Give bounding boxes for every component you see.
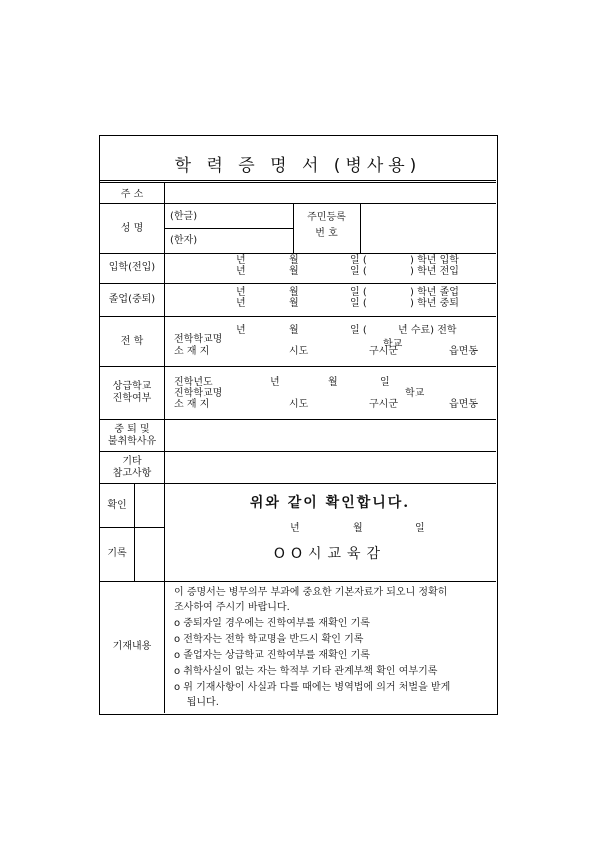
dropout-day-unit: 일 ( xyxy=(350,298,367,309)
instruction-item: o 졸업자는 상급학교 진학여부를 재확인 기록 xyxy=(174,650,370,661)
instructions-intro-line-2: 조사하여 주시기 바랍니다. xyxy=(174,602,290,613)
rrn-label-1: 주민등록 xyxy=(307,212,346,223)
graduation-year-unit: 년 xyxy=(236,287,246,298)
row-divider xyxy=(100,283,496,284)
row-divider xyxy=(100,451,496,452)
admission-day-unit: 일 ( xyxy=(350,255,367,266)
row-divider xyxy=(100,419,496,420)
instruction-item: 됩니다. xyxy=(174,697,219,708)
admission-month-unit: 월 xyxy=(289,255,299,266)
remarks-label-1: 기타 xyxy=(122,456,142,467)
form-title: 학 력 증 명 서 (병사용) xyxy=(174,156,422,176)
graduation-label: 졸업(중퇴) xyxy=(108,294,156,305)
issue-month-unit: 월 xyxy=(353,523,363,534)
row-divider xyxy=(100,581,496,582)
transfer-school-label: 전학학교명 xyxy=(174,334,223,345)
dropout-grade-entry: ) 학년 중퇴 xyxy=(410,298,459,309)
remarks-label-2: 참고사항 xyxy=(112,468,152,479)
name-divider xyxy=(164,228,293,229)
transfer-eupmyeon: 읍면동 xyxy=(449,346,478,357)
advancement-school-suffix: 학교 xyxy=(405,388,425,399)
withdrawal-label-1: 중 퇴 및 xyxy=(114,424,150,435)
rrn-label-2: 번 호 xyxy=(315,228,338,239)
admission-label: 입학(전입) xyxy=(108,262,156,273)
instructions-intro-line-1: 이 증명서는 병무의무 부과에 중요한 기본자료가 되오니 정확히 xyxy=(174,587,448,598)
advancement-year-label: 진학년도 xyxy=(174,377,213,388)
dropout-year-unit: 년 xyxy=(236,298,246,309)
row-divider xyxy=(100,527,164,528)
advancement-location-label: 소 재 지 xyxy=(174,399,210,410)
rrn-column-divider xyxy=(360,203,361,253)
dropout-month-unit: 월 xyxy=(289,298,299,309)
issuing-office: OO시교육감 xyxy=(273,546,387,562)
advancement-eupmyeon: 읍면동 xyxy=(449,399,478,410)
transfer-sigungu: 구시군 xyxy=(369,346,398,357)
stamp-column-divider xyxy=(134,483,135,581)
issue-day-unit: 일 xyxy=(415,523,425,534)
instruction-item: o 전학자는 전학 학교명을 반드시 확인 기록 xyxy=(174,634,364,645)
graduation-month-unit: 월 xyxy=(289,287,299,298)
transfer-label: 전 학 xyxy=(120,336,144,347)
title-divider xyxy=(100,180,496,183)
label-column-divider xyxy=(164,183,165,713)
transfer-year-unit: 년 xyxy=(236,325,246,336)
graduation-day-unit: 일 ( xyxy=(350,287,367,298)
row-divider xyxy=(100,483,496,484)
name-hangul-label: (한글) xyxy=(170,211,198,222)
transfer-completion-entry: 년 수료) 전학 xyxy=(398,325,457,336)
instructions-label: 기재내용 xyxy=(112,641,152,652)
instruction-item: o 취학사실이 없는 자는 학적부 기타 관계부책 확인 여부기록 xyxy=(174,666,438,677)
advancement-sigungu: 구시군 xyxy=(369,399,398,410)
row-divider xyxy=(100,316,496,317)
instruction-item: o 위 기재사항이 사실과 다를 때에는 병역법에 의거 처벌을 받게 xyxy=(174,682,451,693)
advancement-year-unit: 년 xyxy=(270,377,280,388)
advancement-label-1: 상급학교 xyxy=(112,381,152,392)
withdrawal-label-2: 불취학사유 xyxy=(107,436,157,447)
name-hanja-label: (한자) xyxy=(170,235,198,246)
graduation-grade-entry: ) 학년 졸업 xyxy=(410,287,459,298)
transfer-in-month-unit: 월 xyxy=(289,266,299,277)
row-divider xyxy=(100,203,496,204)
advancement-label-2: 진학여부 xyxy=(112,393,152,404)
transfer-in-day-unit: 일 ( xyxy=(350,266,367,277)
advancement-month-unit: 월 xyxy=(328,377,338,388)
confirmation-statement: 위와 같이 확인합니다. xyxy=(249,495,411,511)
instruction-item: o 중퇴자일 경우에는 진학여부를 재확인 기록 xyxy=(174,618,370,629)
issue-year-unit: 년 xyxy=(290,523,300,534)
row-divider xyxy=(100,253,496,254)
transfer-in-grade-entry: ) 학년 전입 xyxy=(410,266,459,277)
name-label: 성 명 xyxy=(120,223,144,234)
transfer-sido: 시도 xyxy=(289,346,309,357)
admission-grade-entry: ) 학년 입학 xyxy=(410,255,459,266)
transfer-school-suffix: 학교 xyxy=(383,339,403,350)
record-label: 기록 xyxy=(107,548,127,559)
admission-year-unit: 년 xyxy=(236,255,246,266)
advancement-sido: 시도 xyxy=(289,399,309,410)
transfer-in-year-unit: 년 xyxy=(236,266,246,277)
transfer-month-unit: 월 xyxy=(289,325,299,336)
row-divider xyxy=(100,366,496,367)
transfer-day-unit: 일 ( xyxy=(350,325,367,336)
address-label: 주 소 xyxy=(120,189,144,200)
advancement-day-unit: 일 xyxy=(380,377,390,388)
transfer-location-label: 소 재 지 xyxy=(174,346,210,357)
confirm-label: 확인 xyxy=(107,500,127,511)
certificate-form xyxy=(99,135,498,715)
advancement-school-label: 진학학교명 xyxy=(174,388,223,399)
